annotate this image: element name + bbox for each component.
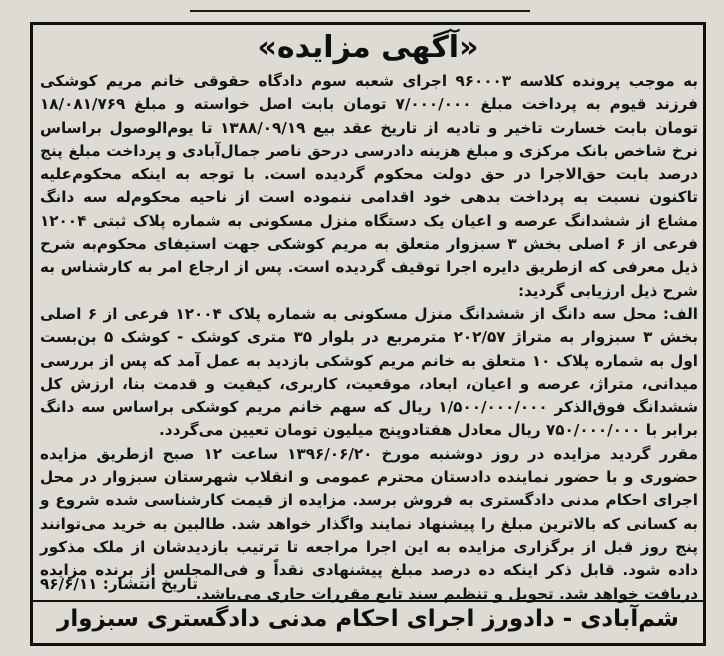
paragraph-property-valuation: الف: محل سه دانگ از ششدانگ منزل مسکونی به شماره پلاک ۱۲۰۰۴ فرعی از ۶ اصلی بخش ۳ سبزوار به متراژ ۲۰۲/۵۷ مترمربع در بلوار ۳۵ متری کوشک - کوشک ۵ بن‌بست اول به شماره پلاک ۱۰ متعلق به خانم مریم کوشکی بازدید به عمل آمد که پس از بررسی میدانی، متراژ، عرصه و اعیان، ابعاد، موقعیت، کاربری، کیفیت و قدمت بنا، ارزش کل ششدانگ فوق‌الذکر ۱/۵۰۰/۰۰۰/۰۰۰ ریال که سهم خانم مریم کوشکی براساس سه دانگ برابر با ۷۵۰/۰۰۰/۰۰۰ ریال معادل هفتادوپنج میلیون تومان تعیین می‌گردد.: [40, 304, 699, 440]
top-divider: [190, 10, 530, 12]
bottom-divider: [30, 600, 706, 602]
notice-signature: شم‌آبادی - دادورز اجرای احکام مدنی دادگستری سبزوار: [57, 606, 679, 632]
notice-title: «آگهی مزایده»: [257, 30, 479, 65]
publish-date: تاریخ انتشار: ۹۶/۶/۱۱: [40, 575, 198, 593]
paragraph-auction-terms: مقرر گردید مزایده در روز دوشنبه مورخ ۱۳۹۶/۰۶/۲۰ ساعت ۱۲ صبح ازطریق مزایده حضوری و با حضور نماینده دادستان محترم عمومی و انقلاب شهرستان سبزوار در محل اجرای احکام مدنی دادگستری به فروش برسد. مزایده از قیمت کارشناسی شده شروع و به کسانی که بالاترین مبلغ را پیشنهاد نمایند واگذار خواهد شد. طالبین به خرید می‌توانند پنج روز قبل از برگزاری مزایده به این اجرا مراجعه تا ترتیب بازدیدشان از ملک مذکور داده شود. قابل ذکر اینکه ده درصد مبلغ پیشنهادی نقداً و فی‌المجلس از برنده مزایده دریافت خواهد شد. تحویل و تنظیم سند تابع مقررات جاری می‌باشد.: [40, 444, 699, 603]
notice-body: [40, 70, 698, 606]
paragraph-case-details: به موجب پرونده کلاسه ۹۶۰۰۰۳ اجرای شعبه سوم دادگاه حقوقی خانم مریم کوشکی فرزند قیوم به پرداخت مبلغ ۷/۰۰۰/۰۰۰ تومان بابت اصل خواسته و مبلغ ۱۸/۰۸۱/۷۶۹ تومان بابت خسارت تاخیر و تادیه از تاریخ عقد بیع ۱۳۸۸/۰۹/۱۹ تا یوم‌الوصول براساس نرخ شاخص بانک مرکزی و مبلغ هزینه دادرسی درحق ناصر جمال‌آبادی و پرداخت مبلغ پنج درصد بابت حق‌الاجرا در حق دولت محکوم گردیده است. با توجه به اینکه محکوم‌علیه تاکنون نسبت به پرداخت بدهی خود اقدامی ننموده است از ناحیه محکوم‌له سه دانگ مشاع از ششدانگ عرصه و اعیان یک دستگاه منزل مسکونی به شماره پلاک ثبتی ۱۲۰۰۴ فرعی از ۶ اصلی بخش ۳ سبزوار متعلق به مریم کوشکی جهت استیفای محکوم‌به شرح ذیل معرفی که ازطریق دایره اجرا توقیف گردیده است. پس از ارجاع امر به کارشناس به شرح ذیل ارزیابی گردید:: [40, 72, 698, 300]
